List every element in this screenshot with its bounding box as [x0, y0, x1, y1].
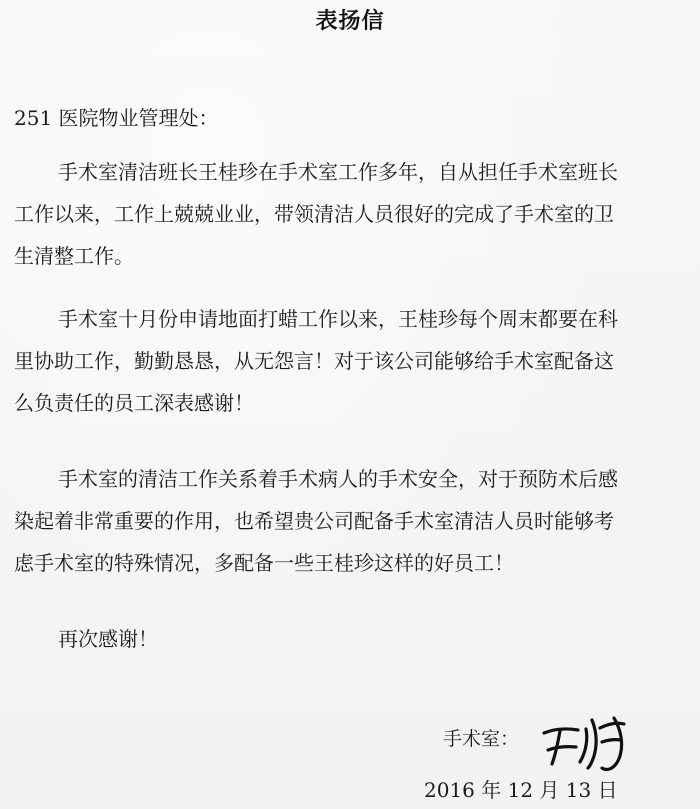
paragraph-line: 染起着非常重要的作用，也希望贵公司配备手术室清洁人员时能够考: [14, 509, 614, 533]
paragraph-line: 手术室十月份申请地面打蜡工作以来，王桂珍每个周末都要在科: [58, 307, 618, 331]
salutation: 251 医院物业管理处：: [14, 106, 219, 130]
sender-department: 手术室：: [443, 728, 520, 750]
paragraph-line: 再次感谢！: [58, 627, 158, 651]
paragraph-line: 手术室的清洁工作关系着手术病人的手术安全，对于预防术后感: [58, 467, 618, 491]
paragraph-line: 虑手术室的特殊情况，多配备一些王桂珍这样的好员工！: [14, 551, 514, 575]
paragraph-line: 么负责任的员工深表感谢！: [14, 391, 254, 415]
letter-title: 表扬信: [315, 9, 385, 34]
paragraph-1: [14, 151, 694, 277]
handwritten-signature: [536, 706, 646, 776]
letter-date: 2016 年 12 月 13 日: [424, 778, 618, 802]
paragraph-3: [14, 458, 694, 584]
paragraph-line: 生清整工作。: [14, 244, 134, 268]
paragraph-line: 里协助工作，勤勤恳恳，从无怨言！对于该公司能够给手术室配备这: [14, 349, 614, 373]
paragraph-line: 手术室清洁班长王桂珍在手术室工作多年，自从担任手术室班长: [58, 160, 618, 184]
paragraph-line: 工作以来，工作上兢兢业业，带领清洁人员很好的完成了手术室的卫: [14, 202, 614, 226]
paragraph-2: [14, 298, 694, 424]
paragraph-4: [14, 618, 694, 660]
